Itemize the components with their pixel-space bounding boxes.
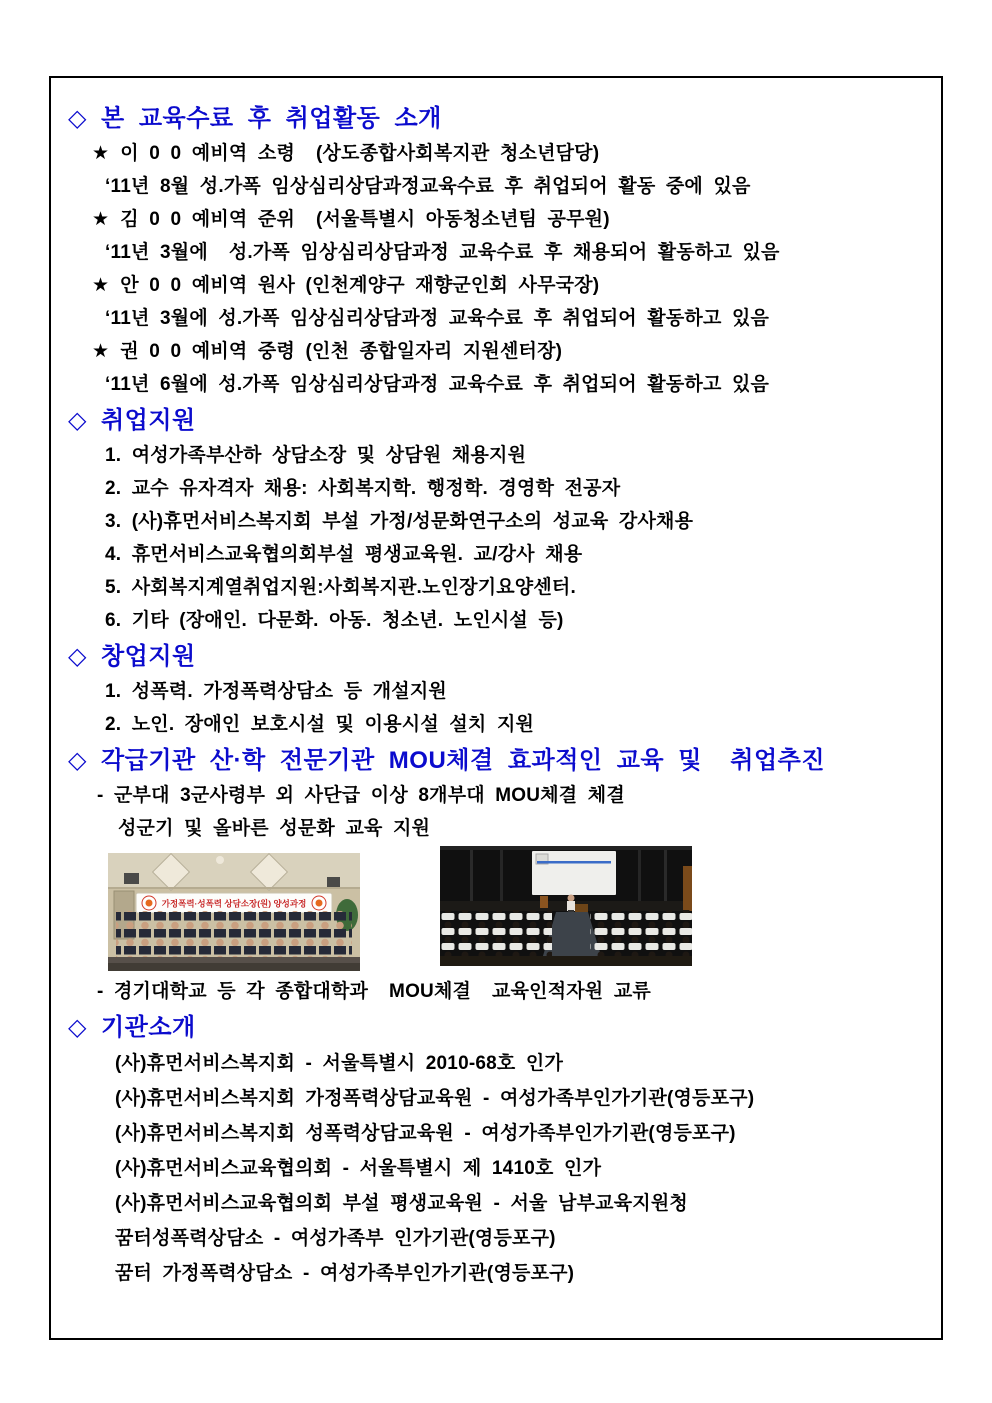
list-item: 5. 사회복지계열취업지원:사회복지관.노인장기요양센터. [105, 577, 576, 598]
mou-line: - 군부대 3군사령부 외 사단급 이상 8개부대 MOU체결 체결 [97, 785, 625, 806]
person-detail: ‘11년 3월에 성.가폭 임상심리상담과정 교육수료 후 취업되어 활동하고 있음 [105, 308, 770, 329]
star-icon: ★ [92, 341, 110, 362]
lecture-photo [440, 846, 692, 966]
section-heading-employment [68, 403, 931, 439]
stage-pillar [683, 866, 692, 911]
list-item: 1. 여성가족부산하 상담소장 및 상담원 채용지원 [105, 445, 527, 466]
diamond-icon: ◇ [68, 407, 87, 434]
crowd [116, 911, 352, 959]
org-item: (사)휴먼서비스복지회 성폭력상담교육원 - 여성가족부인가기관(영등포구) [115, 1123, 736, 1144]
org-item: (사)휴먼서비스교육협의회 부설 평생교육원 - 서울 남부교육지원청 [115, 1193, 688, 1214]
person-detail: ‘11년 6월에 성.가폭 임상심리상담과정 교육수료 후 취업되어 활동하고 있음 [105, 374, 770, 395]
org-item: 꿈터성폭력상담소 - 여성가족부 인가기관(영등포구) [115, 1228, 556, 1249]
org-item: (사)휴먼서비스복지회 가정폭력상담교육원 - 여성가족부인가기관(영등포구) [115, 1088, 755, 1109]
diamond-icon: ◇ [68, 747, 87, 774]
org-item: (사)휴먼서비스교육협의회 - 서울특별시 제 1410호 인가 [115, 1158, 602, 1179]
mou-caption: - 경기대학교 등 각 종합대학과 MOU체결 교육인적자원 교류 [97, 981, 651, 1002]
person-line [68, 335, 931, 368]
group-photo [108, 853, 360, 971]
person-line [68, 203, 931, 236]
section-heading-org [68, 1010, 931, 1046]
diamond-icon: ◇ [68, 1014, 87, 1041]
section-title-employment: 취업지원 [100, 407, 196, 434]
person-detail: ‘11년 3월에 성.가폭 임상심리상담과정 교육수료 후 채용되어 활동하고 있음 [105, 242, 780, 263]
person-line [68, 137, 931, 170]
org-item: 꿈터 가정폭력상담소 - 여성가족부인가기관(영등포구) [115, 1263, 575, 1284]
list-item: 2. 노인. 장애인 보호시설 및 이용시설 설치 지원 [105, 714, 535, 735]
section-heading-mou [68, 743, 931, 779]
star-icon: ★ [92, 209, 110, 230]
section-title-mou: 각급기관 산·학 전문기관 MOU체결 효과적인 교육 및 취업추진 [100, 747, 826, 774]
banner-text: 가정폭력·성폭력 상담소장(원) 양성과정 [161, 898, 307, 909]
list-item: 1. 성폭력. 가정폭력상담소 등 개설지원 [105, 681, 447, 702]
list-item: 4. 휴먼서비스교육협의회부설 평생교육원. 교/강사 채용 [105, 544, 583, 565]
person-detail: ‘11년 8월 성.가폭 임상심리상담과정교육수료 후 취업되어 활동 중에 있음 [105, 176, 751, 197]
list-item: 2. 교수 유자격자 채용: 사회복지학. 행정학. 경영학 전공자 [105, 478, 621, 499]
star-icon: ★ [92, 143, 110, 164]
star-icon: ★ [92, 275, 110, 296]
speaker-person [568, 895, 575, 902]
section-title-startup: 창업지원 [100, 643, 196, 670]
person-line [68, 269, 931, 302]
document-content-box [49, 76, 943, 1340]
speaker-box [327, 877, 340, 887]
speaker-box [124, 873, 139, 884]
section-heading-startup [68, 639, 931, 675]
section-title-intro: 본 교육수료 후 취업활동 소개 [100, 105, 442, 132]
diamond-icon: ◇ [68, 643, 87, 670]
section-title-org: 기관소개 [100, 1014, 196, 1041]
org-item: (사)휴먼서비스복지회 - 서울특별시 2010-68호 인가 [115, 1053, 564, 1074]
person-name: 김 0 0 예비역 준위 (서울특별시 아동청소년팀 공무원) [120, 209, 610, 230]
list-item: 6. 기타 (장애인. 다문화. 아동. 청소년. 노인시설 등) [105, 610, 564, 631]
person-name: 이 0 0 예비역 소령 (상도종합사회복지관 청소년담당) [120, 143, 600, 164]
diamond-icon: ◇ [68, 105, 87, 132]
ceiling [108, 853, 360, 887]
section-heading-intro [68, 101, 931, 137]
person-name: 권 0 0 예비역 중령 (인천 종합일자리 지원센터장) [120, 341, 563, 362]
list-item: 3. (사)휴먼서비스복지회 부설 가정/성문화연구소의 성교육 강사채용 [105, 511, 694, 532]
person-name: 안 0 0 예비역 원사 (인천계양구 재향군인회 사무국장) [120, 275, 600, 296]
mou-line: 성군기 및 올바른 성문화 교육 지원 [118, 818, 431, 839]
photo-row [68, 853, 931, 975]
